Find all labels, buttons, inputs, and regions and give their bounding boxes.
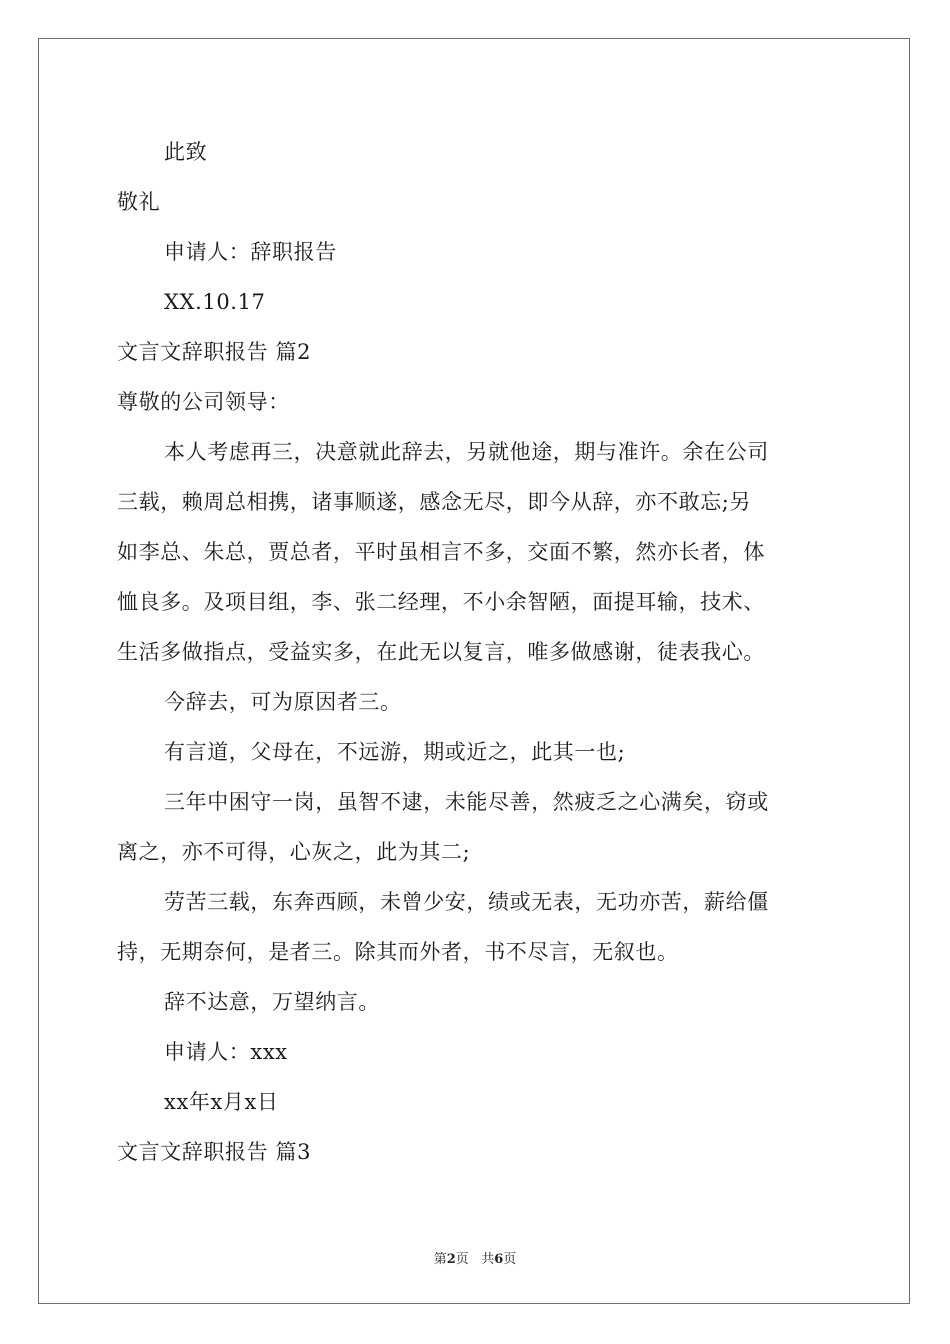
page-total: 6 [494, 1252, 504, 1267]
date-line: xx年x月x日 [164, 1090, 279, 1114]
greeting: 尊敬的公司领导： [117, 390, 290, 414]
section-heading: 文言文辞职报告 篇3 [117, 1140, 312, 1164]
page-prefix: 第 [433, 1252, 447, 1267]
paragraph-line: 劳苦三载，东奔西顾，未曾少安，绩或无表，无功亦苦，薪给僵 [164, 890, 769, 914]
closing-respect: 敬礼 [117, 190, 161, 214]
page-footer [0, 1248, 950, 1267]
closing-salutation: 此致 [164, 140, 208, 164]
paragraph-line: 本人考虑再三，决意就此辞去，另就他途，期与准许。余在公司 [164, 440, 769, 464]
paragraph-line: 有言道，父母在，不远游，期或近之，此其一也; [164, 740, 626, 764]
page-suffix: 页 [455, 1252, 469, 1267]
paragraph-line: 辞不达意，万望纳言。 [164, 990, 380, 1014]
paragraph-line: 恤良多。及项目组，李、张二经理，不小余智陋，面提耳输，技术、 [117, 590, 765, 614]
date-line: XX.10.17 [164, 290, 266, 314]
paragraph-line: 如李总、朱总，贾总者，平时虽相言不多，交面不繁，然亦长者，体 [117, 540, 765, 564]
section-heading: 文言文辞职报告 篇2 [117, 340, 312, 364]
document-body [117, 127, 837, 1177]
paragraph-line: 三年中困守一岗，虽智不逮，未能尽善，然疲乏之心满矣，窃或 [164, 790, 769, 814]
paragraph-line: 生活多做指点，受益实多，在此无以复言，唯多做感谢，徒表我心。 [117, 640, 765, 664]
applicant-line: 申请人：辞职报告 [164, 240, 337, 264]
applicant-line: 申请人：xxx [164, 1040, 288, 1064]
total-prefix: 共 [481, 1252, 495, 1267]
paragraph-line: 今辞去，可为原因者三。 [164, 690, 402, 714]
paragraph-line: 持，无期奈何，是者三。除其而外者，书不尽言，无叙也。 [117, 940, 679, 964]
total-suffix: 页 [503, 1252, 517, 1267]
paragraph-line: 离之，亦不可得，心灰之，此为其二; [117, 840, 471, 864]
paragraph-line: 三载，赖周总相携，诸事顺遂，感念无尽，即今从辞，亦不敢忘;另 [117, 490, 752, 514]
page-current: 2 [446, 1252, 456, 1267]
